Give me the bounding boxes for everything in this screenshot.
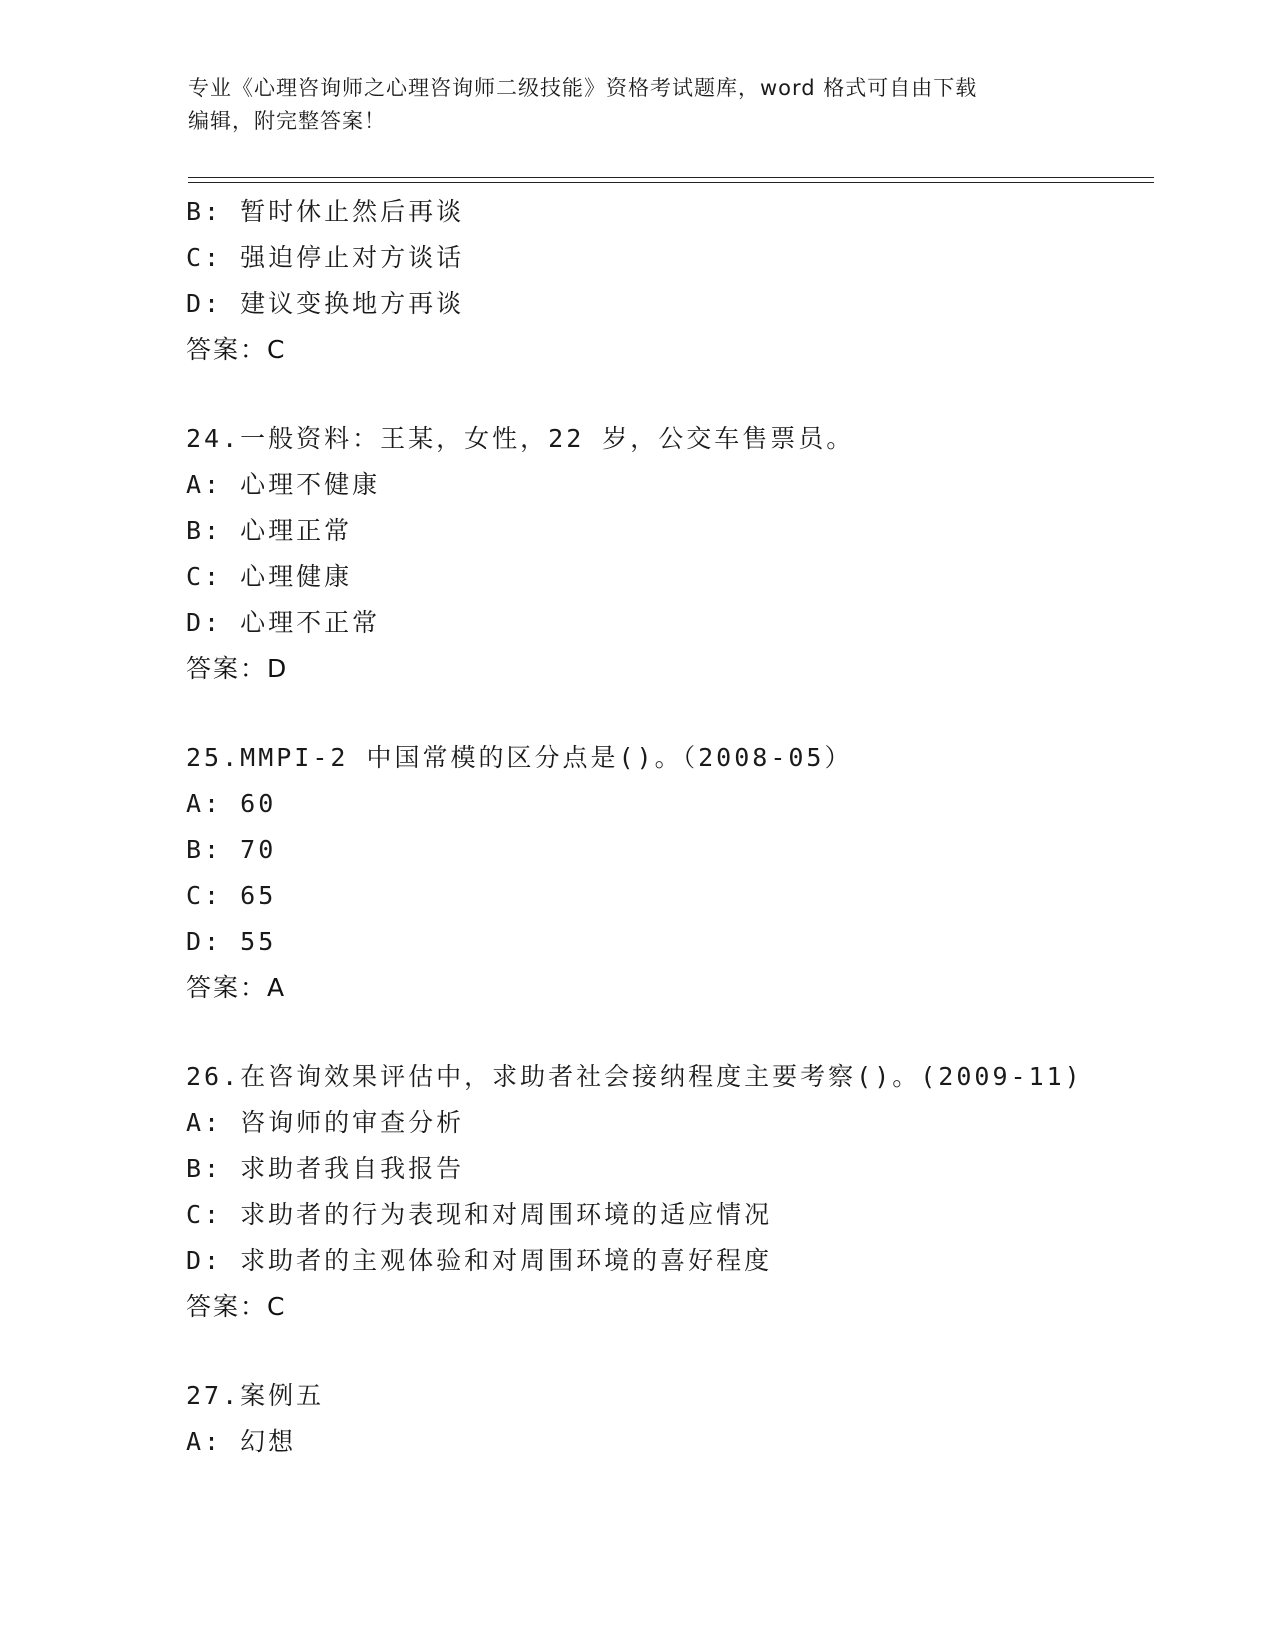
- option-line: D: 心理不正常: [186, 608, 381, 637]
- header-rule-top: [188, 177, 1154, 178]
- option-line: B: 求助者我自我报告: [186, 1154, 465, 1183]
- question-spacer: [186, 1011, 1146, 1054]
- answer-line: 答案：A: [186, 973, 287, 1002]
- answer-line: 答案：C: [186, 335, 287, 364]
- option-line: C: 求助者的行为表现和对周围环境的适应情况: [186, 1200, 773, 1229]
- question-24: [186, 416, 1146, 692]
- option-line: B: 暂时休止然后再谈: [186, 197, 465, 226]
- answer-line: 答案：C: [186, 1292, 287, 1321]
- answer-line: 答案：D: [186, 654, 289, 683]
- option-line: D: 建议变换地方再谈: [186, 289, 465, 318]
- question-spacer: [186, 373, 1146, 416]
- question-stem: 25.MMPI-2 中国常模的区分点是()。（2008-05）: [186, 743, 853, 772]
- question-stem: 27.案例五: [186, 1381, 325, 1410]
- question-26: [186, 1054, 1146, 1330]
- option-line: A: 咨询师的审查分析: [186, 1108, 465, 1137]
- option-line: C: 心理健康: [186, 562, 353, 591]
- document-header-note: [188, 72, 1088, 138]
- option-line: A: 心理不健康: [186, 470, 381, 499]
- question-spacer: [186, 692, 1146, 735]
- header-line-1: 专业《心理咨询师之心理咨询师二级技能》资格考试题库，word 格式可自由下载: [188, 76, 978, 100]
- option-line: A: 60: [186, 789, 277, 818]
- header-line-2: 编辑，附完整答案！: [188, 109, 386, 133]
- question-list: [186, 189, 1146, 1465]
- option-line: C: 强迫停止对方谈话: [186, 243, 465, 272]
- option-line: D: 求助者的主观体验和对周围环境的喜好程度: [186, 1246, 773, 1275]
- option-line: B: 心理正常: [186, 516, 353, 545]
- question-stem: 26.在咨询效果评估中，求助者社会接纳程度主要考察()。(2009-11): [186, 1062, 1083, 1091]
- question-25: [186, 735, 1146, 1011]
- question-continuation: [186, 189, 1146, 373]
- question-27: [186, 1373, 1146, 1465]
- option-line: A: 幻想: [186, 1427, 297, 1456]
- question-stem: 24.一般资料：王某，女性，22 岁，公交车售票员。: [186, 424, 855, 453]
- option-line: C: 65: [186, 881, 277, 910]
- option-line: B: 70: [186, 835, 277, 864]
- option-line: D: 55: [186, 927, 277, 956]
- question-spacer: [186, 1330, 1146, 1373]
- header-rule-bottom: [188, 182, 1154, 183]
